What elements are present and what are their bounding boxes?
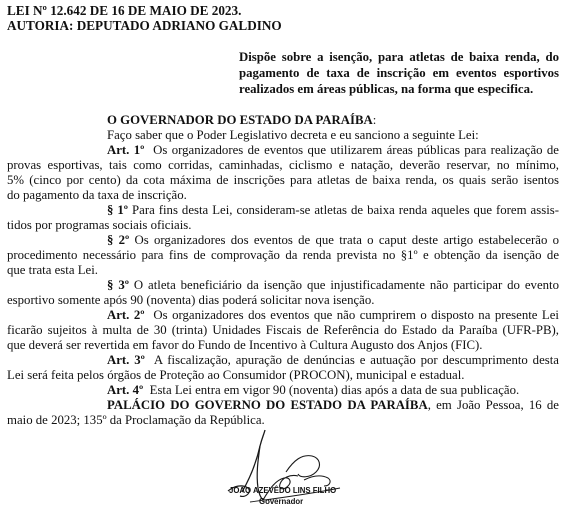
law-summary: Dispõe sobre a isenção, para atletas de baixa renda, do pagamento de taxa de inscrição em eventos esportivos realizados em áreas públicas, na forma que especifica. [239,50,559,96]
art1-line1 [107,142,559,158]
par1-line2: tidos por programas sociais oficiais. [7,218,192,232]
governor-heading-text: O GOVERNADOR DO ESTADO DA PARAÍBA [107,113,373,127]
art1-line3: 5% (cinco por cento) da cota máxima de inscrições para atletas de baixa renda, os quais serão isentos [7,173,559,187]
signatory-role: Governador [259,497,304,506]
art2-line1 [107,307,559,323]
preamble: Faço saber que o Poder Legislativo decreta e eu sanciono a seguinte Lei: [107,128,479,142]
par2-line1 [107,232,559,248]
art2-line2: ficarão sujeitos à multa de 30 (trinta) Unidades Fiscais de Referência do Estado da Paraíba (UFR-PB), [7,323,559,337]
art3-line1 [107,352,559,368]
closing-line1 [107,397,559,413]
par3-line2: esportivo somente após 90 (noventa) dias poderá solicitar nova isenção. [7,293,375,307]
law-number: LEI Nº 12.642 DE 16 DE MAIO DE 2023. [7,3,242,18]
par3-text-1: O atleta beneficiário da isenção que injustificadamente não participar do evento [133,278,559,292]
governor-heading [107,112,376,128]
art1-line4: do pagamento da taxa de inscrição. [7,188,187,202]
par1-line1 [107,202,559,218]
art1-text-1: Os organizadores de eventos que utilizarem áreas públicas para realização de [153,143,559,157]
signatory-name: JOÃO AZEVÊDO LINS FILHO [229,486,337,495]
par2-line3: que trata esta Lei. [7,263,98,277]
par2-line2: procedimento necessário para fins de comprovação da renda prevista no §1º e obtenção da isenção de [7,248,559,262]
par1-label: § 1º [107,203,129,217]
par1-text-1: Para fins desta Lei, consideram-se atletas de baixa renda aqueles que forem assis- [132,203,559,217]
art2-label: Art. 2º [107,308,145,322]
par3-label: § 3º [107,278,129,292]
closing-palace: PALÁCIO DO GOVERNO DO ESTADO DA PARAÍBA [107,398,428,412]
closing-line2: maio de 2023; 135º da Proclamação da República. [7,413,265,427]
art4-line [107,382,519,398]
par2-label: § 2º [107,233,130,247]
art2-text-1: Os organizadores dos eventos que não cumprirem o disposto na presente Lei [153,308,559,322]
art3-text-1: A fiscalização, apuração de denúncias e autuação por descumprimento desta [153,353,559,367]
law-authorship: AUTORIA: DEPUTADO ADRIANO GALDINO [7,18,282,33]
art4-text: Esta Lei entra em vigor 90 (noventa) dias após a data de sua publicação. [149,383,520,397]
art3-line2: Lei será feita pelos órgãos de Proteção ao Consumidor (PROCON), municipal e estadual. [7,368,465,382]
par2-text-1: Os organizadores dos eventos de que trata o caput deste artigo estabelecerão o [134,233,559,247]
art1-line2: provas esportivas, tais como corridas, caminhadas, ciclismo e natação, deverão reservar, no mínimo, [7,158,559,172]
art4-label: Art. 4º [107,383,144,397]
par3-line1 [107,277,559,293]
art3-label: Art. 3º [107,353,145,367]
art2-line3: que deverá ser revertida em favor do Fundo de Incentivo à Cultura Augusto dos Anjos (FIC). [7,338,483,352]
governor-heading-colon: : [372,113,377,127]
closing-place-date: , em João Pessoa, 16 de [427,398,559,412]
art1-label: Art. 1º [107,143,145,157]
